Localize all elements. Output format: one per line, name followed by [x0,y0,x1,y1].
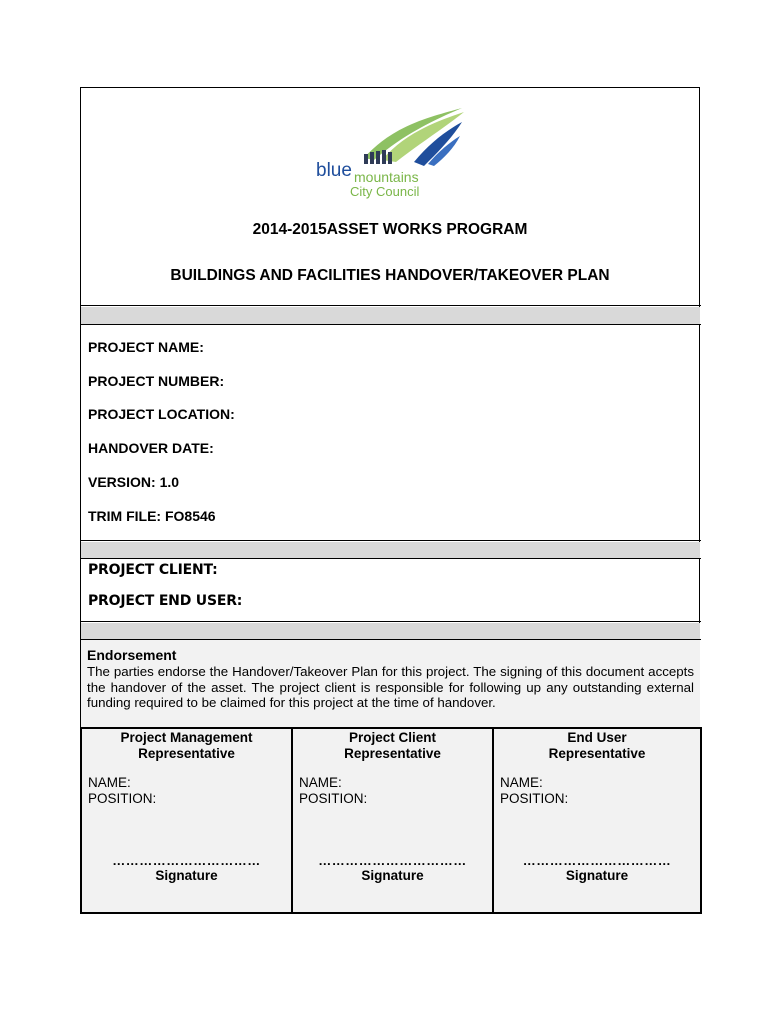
divider [80,621,701,622]
position-field-label: POSITION: [88,791,157,806]
name-field-label: NAME: [299,775,342,790]
endorsement-title: Endorsement [87,647,177,663]
handover-date-label: HANDOVER DATE: [88,440,214,456]
divider [80,324,701,325]
plan-title: BUILDINGS AND FACILITIES HANDOVER/TAKEOVER PLAN [170,267,610,284]
name-field-label: NAME: [500,775,543,790]
svg-text:mountains: mountains [354,169,419,185]
divider [80,540,701,541]
signature-table [80,727,702,914]
signatory-fields [299,775,367,807]
signature-cell-project-client [291,729,492,912]
signatory-fields [88,775,156,807]
signature-line: …………………………… [522,853,672,868]
signature-cell-end-user [492,729,700,912]
section-band [81,542,700,558]
signatory-heading: Project Management Representative [120,730,253,761]
signatory-heading: Project Client Representative [344,730,441,761]
signature-line: …………………………… [112,853,261,868]
version-label: VERSION: 1.0 [88,474,180,490]
signatory-heading: End User Representative [548,730,646,761]
position-field-label: POSITION: [500,791,569,806]
name-field-label: NAME: [88,775,131,790]
signature-label: Signature [361,868,424,883]
signature-label: Signature [565,868,629,883]
program-title: 2014-2015ASSET WORKS PROGRAM [252,221,528,238]
svg-text:City Council: City Council [350,184,420,199]
signature-label: Signature [155,868,218,883]
signature-cell-project-management [82,729,291,912]
divider [80,558,701,559]
council-logo [304,104,476,208]
endorsement-text: The parties endorse the Handover/Takeover Plan for this project. The signing of this document accepts the handover of the asset. The project client is responsible for following up any outstanding external funding required to be claimed for this project at the time of handover. [87,664,694,710]
svg-text:blue: blue [316,160,352,181]
signatory-fields [500,775,568,807]
project-client-label: PROJECT CLIENT: [88,562,218,578]
project-location-label: PROJECT LOCATION: [88,406,235,422]
section-band [81,307,700,324]
project-end-user-label: PROJECT END USER: [88,593,243,609]
project-number-label: PROJECT NUMBER: [88,373,225,389]
logo-graphic [304,104,476,208]
divider [80,305,701,306]
signature-line: …………………………… [318,853,467,868]
section-band [81,623,700,639]
position-field-label: POSITION: [299,791,368,806]
project-name-label: PROJECT NAME: [88,339,204,355]
trim-file-label: TRIM FILE: FO8546 [88,508,216,524]
